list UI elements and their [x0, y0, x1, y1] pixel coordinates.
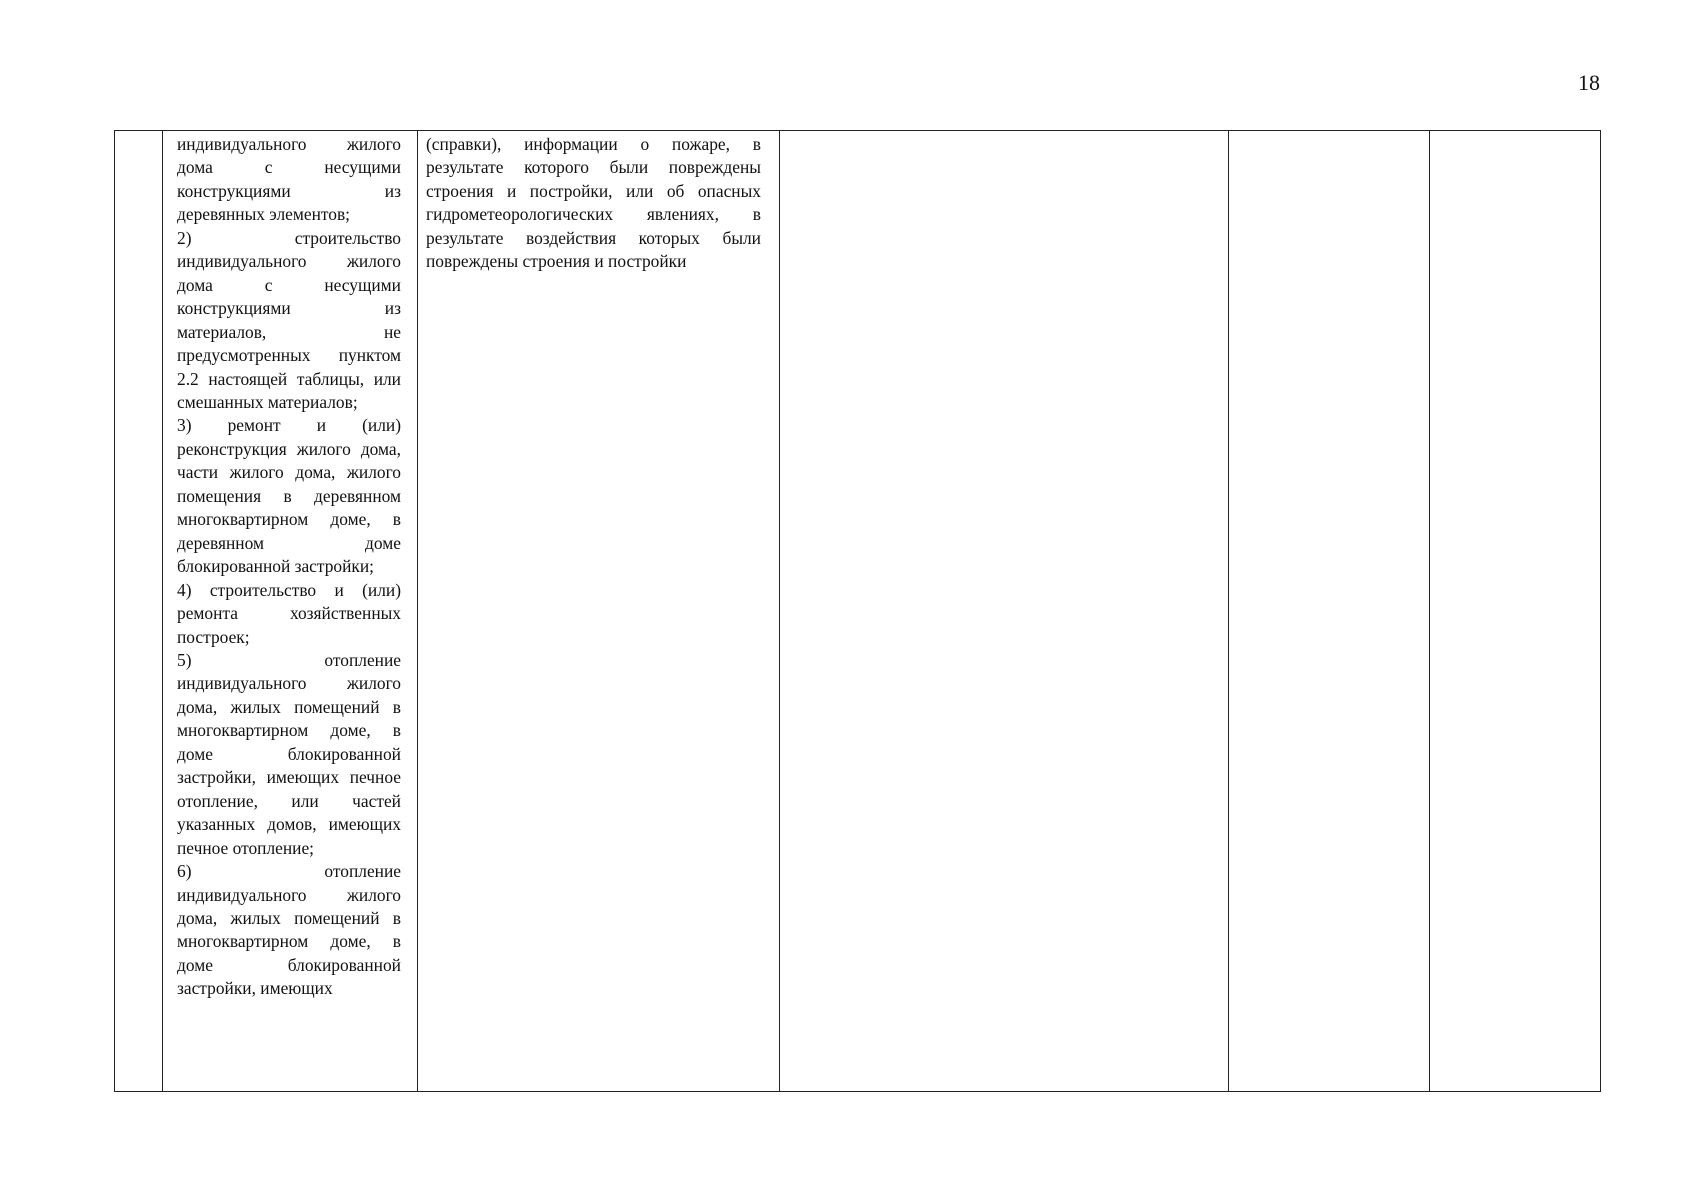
description-paragraph: 2) строительство индивидуального жилого дома с несущими конструкциями из материалов, не предусмотренных пунктом 2.2 настоящей таблицы, или смешанных материалов; [177, 227, 401, 412]
table-cell-empty-5 [1229, 131, 1430, 1092]
table-cell-description [163, 131, 418, 1092]
documents-text: (справки), информации о пожаре, в результате которого были повреждены строения и постройки, или об опасных гидрометеорологических явлениях, в результате воздействия которых были повреждены строения и постройки [426, 134, 761, 272]
description-paragraph: 3) ремонт и (или) реконструкция жилого дома, части жилого дома, жилого помещения в деревянном многоквартирном доме, в деревянном доме блокированной застройки; [177, 415, 401, 577]
table-cell-empty-6 [1430, 131, 1601, 1092]
document-table [114, 130, 1601, 1092]
description-paragraph: 6) отопление индивидуального жилого дома, жилых помещений в многоквартирном доме, в доме блокированной застройки, имеющих [177, 861, 401, 999]
table-cell-number [115, 131, 163, 1092]
page-number: 18 [1578, 70, 1600, 95]
description-paragraph: 4) строительство и (или) ремонта хозяйственных построек; [177, 579, 401, 647]
table-cell-empty-4 [780, 131, 1229, 1092]
description-paragraph: индивидуального жилого дома с несущими конструкциями из деревянных элементов; [177, 134, 401, 225]
description-text [163, 131, 417, 1001]
table-row [115, 131, 1601, 1092]
table-cell-documents [418, 131, 780, 1092]
description-paragraph: 5) отопление индивидуального жилого дома, жилых помещений в многоквартирном доме, в доме блокированной застройки, имеющих печное отопление, или частей указанных домов, имеющих печное отопление; [177, 649, 401, 858]
